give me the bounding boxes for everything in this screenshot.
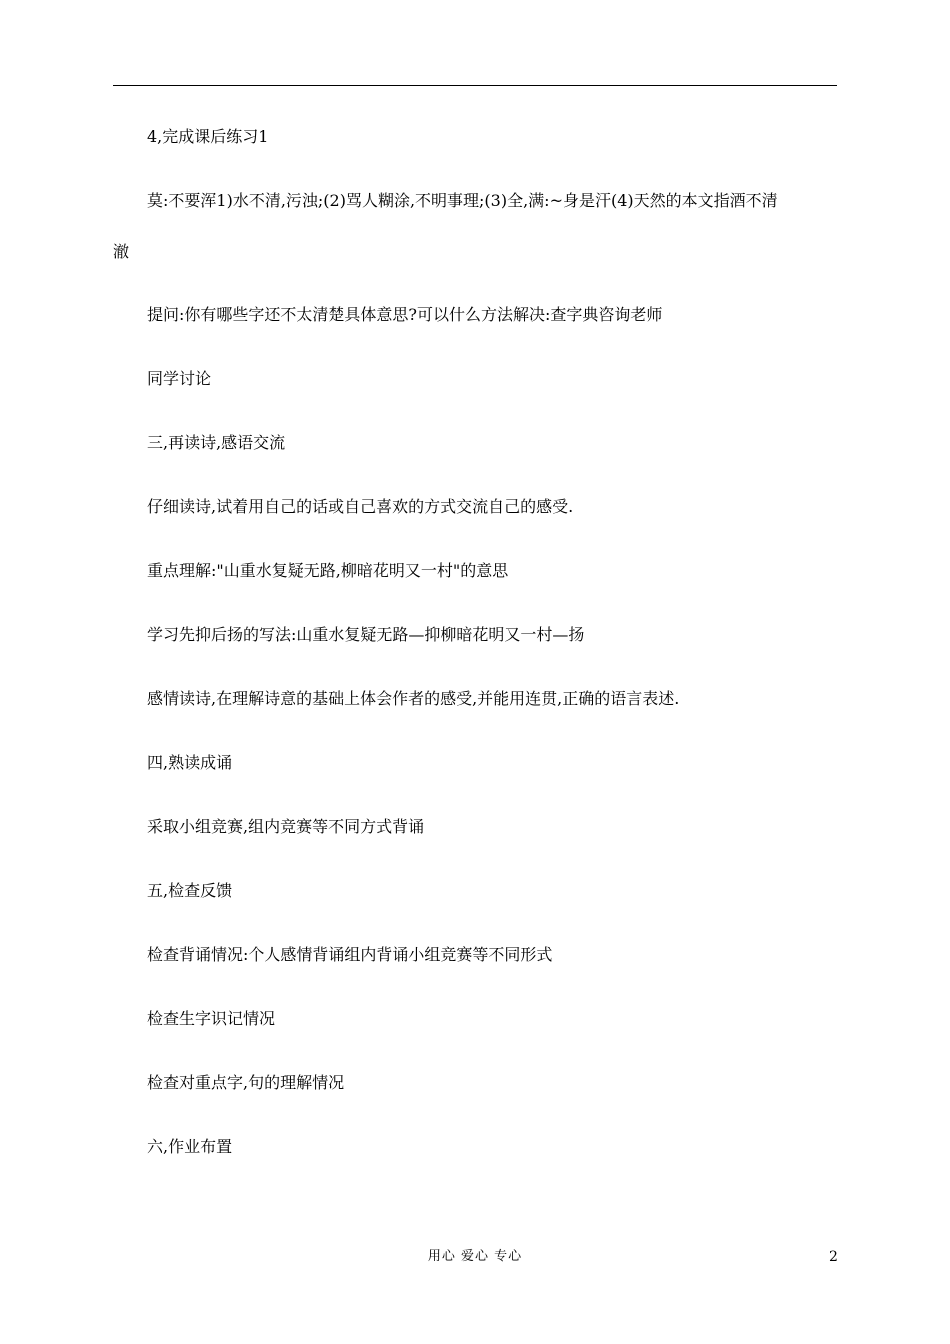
text-line-key-understanding: 重点理解:"山重水复疑无路,柳暗花明又一村"的意思	[147, 561, 509, 580]
text-line-check-understanding: 检查对重点字,句的理解情况	[147, 1073, 345, 1092]
header-rule	[113, 85, 837, 86]
text-line-check-characters: 检查生字识记情况	[147, 1009, 276, 1028]
text-line-definition-cont: 澈	[113, 242, 130, 261]
text-line-competition: 采取小组竞赛,组内竞赛等不同方式背诵	[147, 817, 425, 836]
text-line-discussion: 同学讨论	[147, 369, 212, 388]
section-heading-4: 四,熟读成诵	[147, 753, 233, 772]
section-heading-5: 五,检查反馈	[147, 881, 233, 900]
text-line-definition: 莫:不要浑1)水不清,污浊;(2)骂人糊涂,不明事理;(3)全,满:~身是汗(4)天然的本文指酒不清	[147, 191, 778, 210]
section-heading-3: 三,再读诗,感语交流	[147, 433, 286, 452]
text-line-check-recitation: 检查背诵情况:个人感情背诵组内背诵小组竞赛等不同形式	[147, 945, 553, 964]
page-number: 2	[829, 1249, 838, 1265]
text-line-read-poem: 仔细读诗,试着用自己的话或自己喜欢的方式交流自己的感受.	[147, 497, 574, 516]
section-heading-6: 六,作业布置	[147, 1137, 233, 1156]
text-line-emotional-reading: 感情读诗,在理解诗意的基础上体会作者的感受,并能用连贯,正确的语言表述.	[147, 689, 680, 708]
footer-motto: 用心 爱心 专心	[427, 1249, 523, 1264]
text-line-question: 提问:你有哪些字还不太清楚具体意思?可以什么方法解决:查字典咨询老师	[147, 305, 663, 324]
text-line-writing-method: 学习先抑后扬的写法:山重水复疑无路—抑柳暗花明又一村—扬	[147, 625, 585, 644]
text-line-exercise: 4,完成课后练习1	[147, 127, 269, 146]
